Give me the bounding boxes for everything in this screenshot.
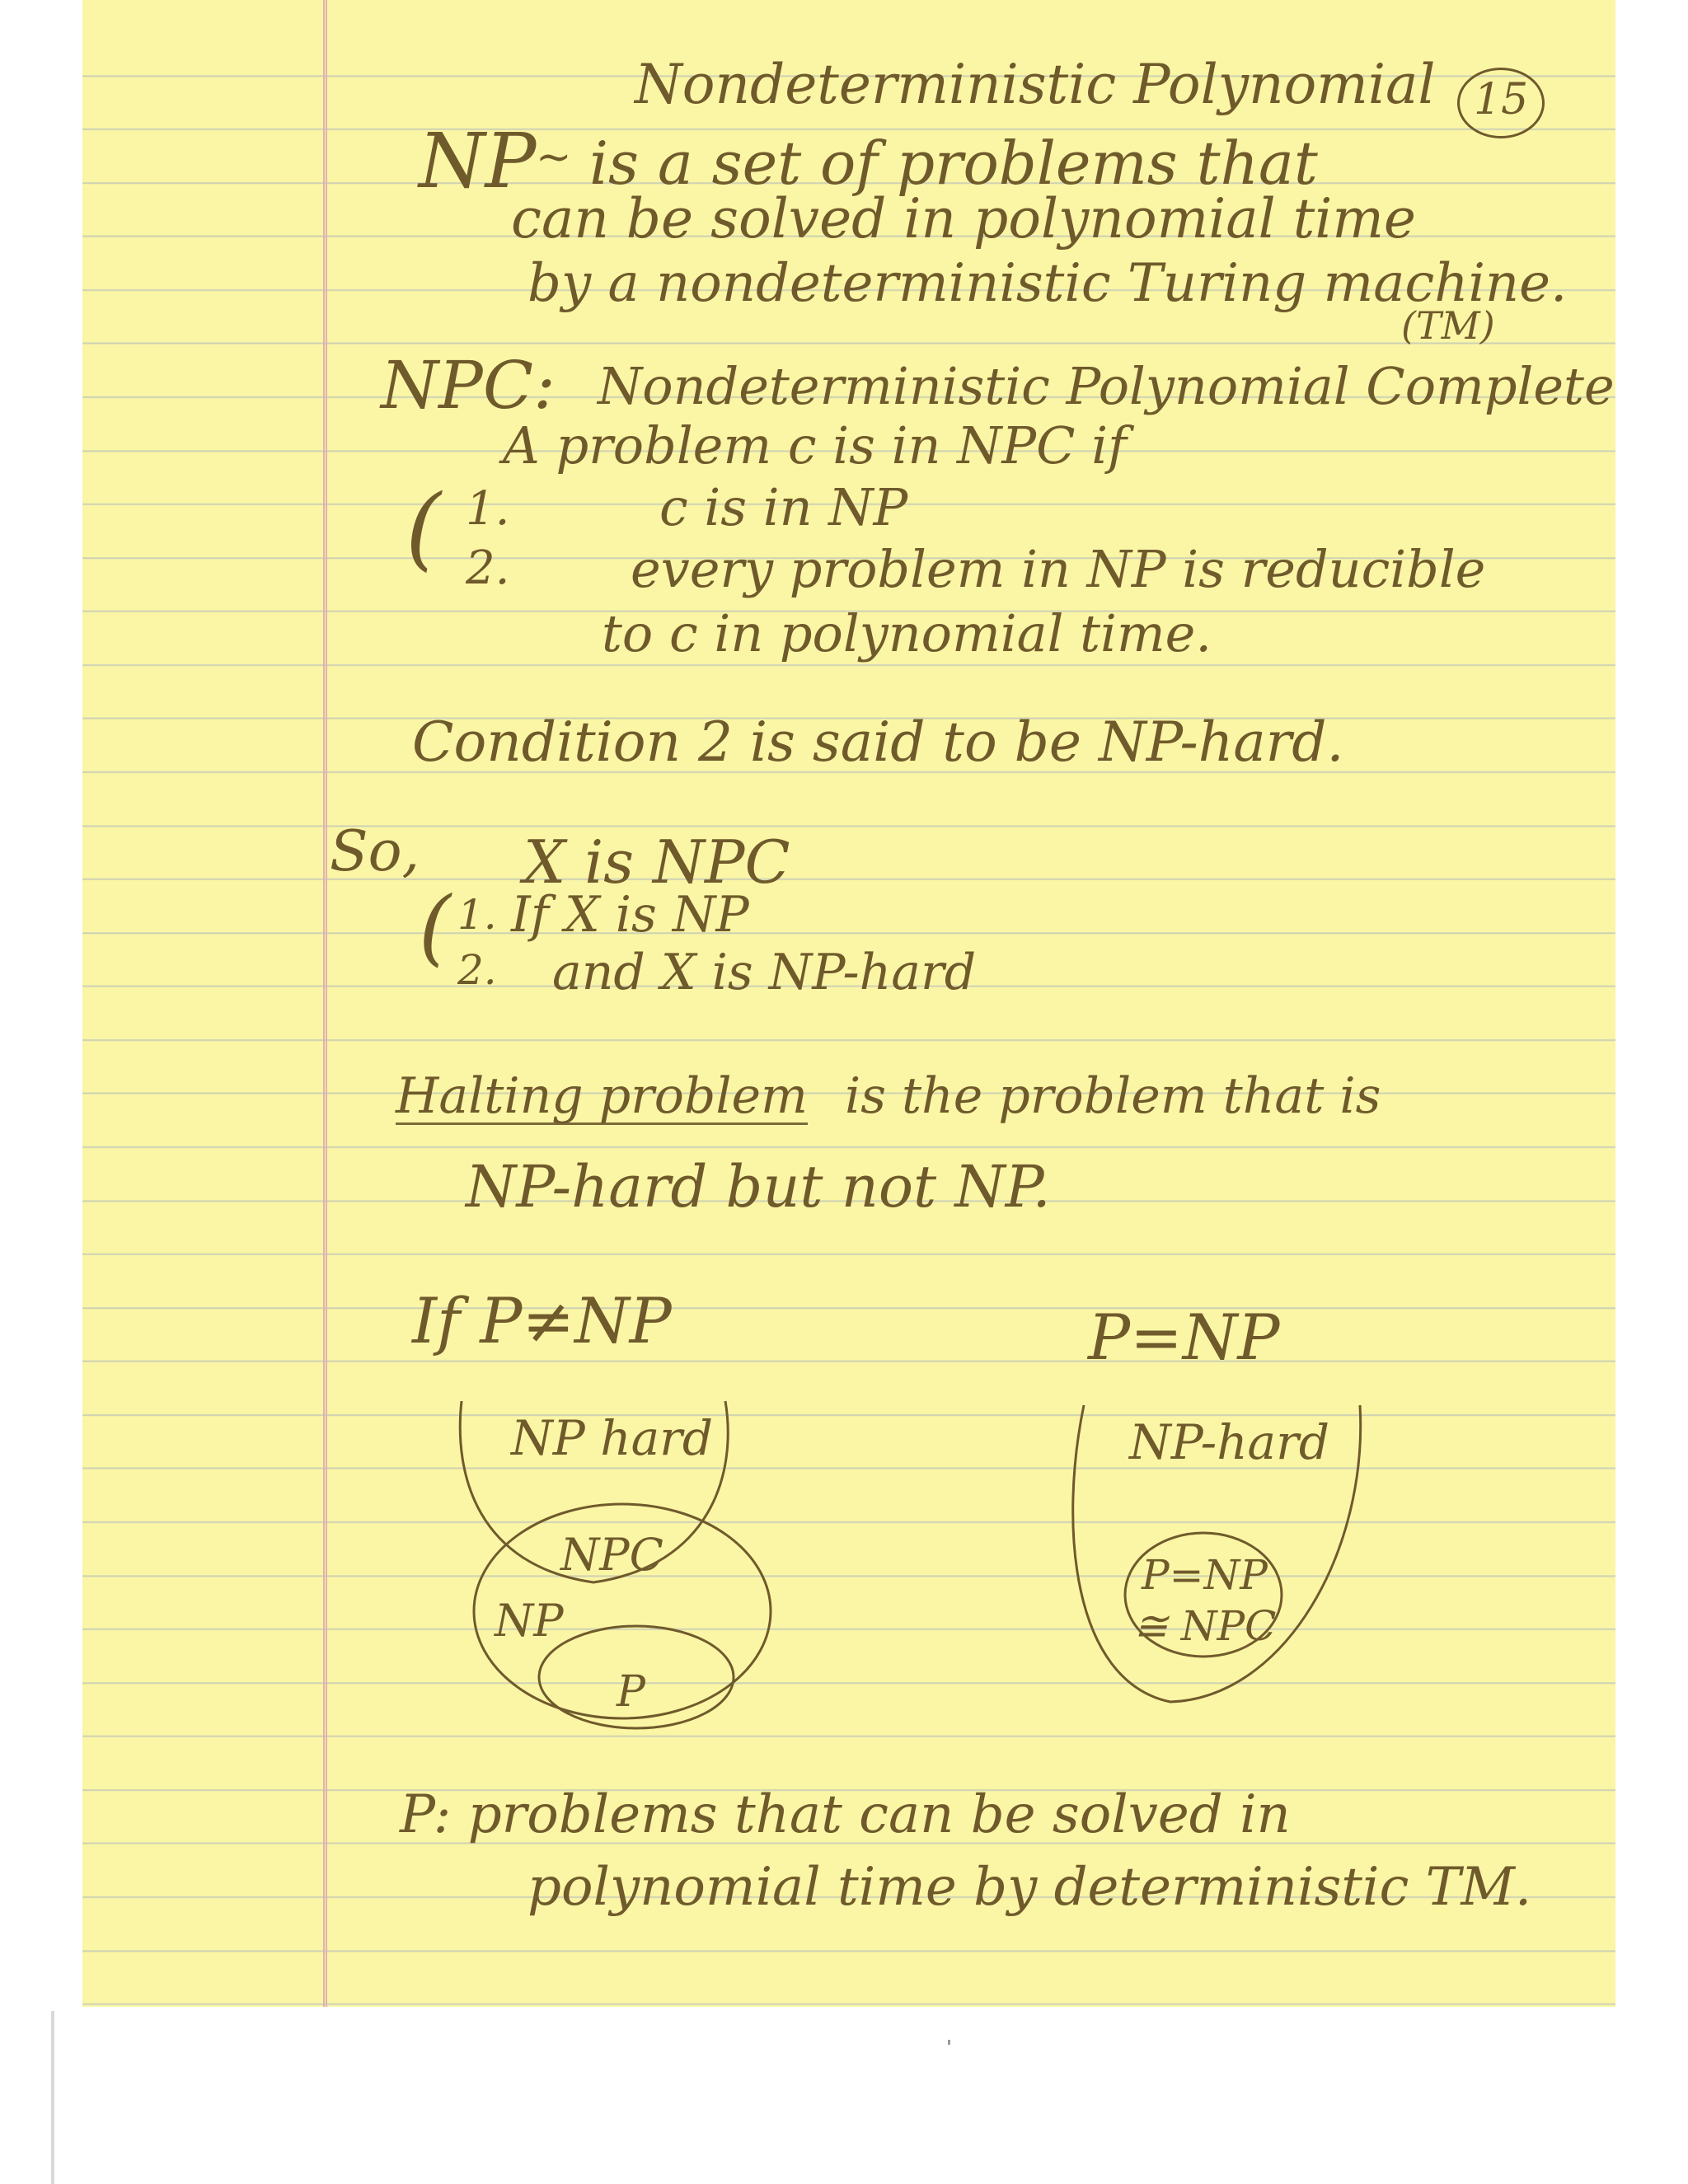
np-hard-label-right: NP-hard: [1129, 1414, 1329, 1470]
p-definition-line-1: P: problems that can be solved in: [400, 1784, 1291, 1845]
page-title: Nondeterministic Polynomial: [635, 53, 1436, 116]
so-item-1-number: 1.: [457, 891, 497, 939]
npc-intro: A problem c is in NPC if: [503, 415, 1127, 476]
condition-2-number: 2.: [466, 541, 510, 595]
npc-label: NPC: [560, 1529, 663, 1581]
np-definition-line-1: is a set of problems that: [589, 129, 1318, 198]
condition-2-line-2: to c in polynomial time.: [602, 603, 1212, 663]
np-term: NP: [419, 117, 537, 205]
np-hard-label: NP hard: [511, 1410, 713, 1466]
condition-1-text: c is in NP: [659, 477, 908, 537]
condition-1-number: 1.: [466, 482, 510, 536]
npc-expansion: Nondeterministic Polynomial Complete: [598, 356, 1615, 416]
so-lead: So,: [330, 819, 420, 884]
right-diagram-heading: P=NP: [1088, 1301, 1280, 1374]
condition-bracket: (: [406, 475, 441, 580]
inner-label-2: ≅ NPC: [1133, 1602, 1277, 1650]
halting-problem-term: Halting problem: [396, 1067, 808, 1125]
inner-label-1: P=NP: [1142, 1551, 1268, 1599]
p-definition-line-2: polynomial time by deterministic TM.: [528, 1857, 1532, 1918]
so-bracket: (: [419, 879, 452, 975]
tm-abbreviation: (TM): [1401, 303, 1495, 348]
so-item-2-text: and X is NP-hard: [552, 944, 977, 1001]
right-diagram: [1073, 1405, 1361, 1702]
np-label: NP: [495, 1595, 564, 1647]
left-diagram-heading: If P≠NP: [412, 1284, 672, 1357]
halting-line-2: NP-hard but not NP.: [466, 1153, 1051, 1221]
left-diagram: [460, 1401, 771, 1728]
halting-line-1: is the problem that is: [845, 1067, 1381, 1125]
np-hard-note: Condition 2 is said to be NP-hard.: [412, 710, 1344, 774]
np-definition-line-2: can be solved in polynomial time: [511, 187, 1416, 251]
np-connector: ~: [536, 133, 572, 182]
so-item-2-number: 2.: [457, 946, 497, 994]
np-definition-line-3: by a nondeterministic Turing machine.: [528, 253, 1568, 314]
so-item-1-text: If X is NP: [511, 886, 749, 944]
page-number: 15: [1474, 75, 1529, 124]
p-label: P: [617, 1667, 645, 1717]
condition-2-line-1: every problem in NP is reducible: [631, 539, 1486, 599]
so-claim: X is NPC: [523, 827, 790, 897]
npc-term: NPC:: [381, 347, 556, 424]
